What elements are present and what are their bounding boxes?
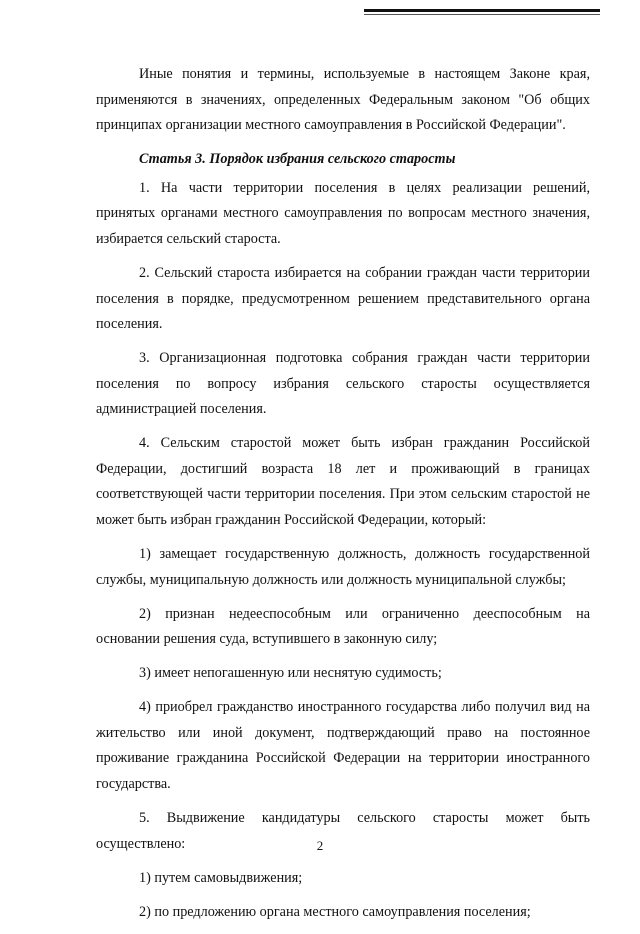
document-body [96,62,590,934]
header-rule [364,9,600,12]
list-item-2: 2) признан недееспособным или ограниченно дееспособным на основании решения суда, вступившего в законную силу; [96,605,590,648]
paragraph-3: 3. Организационная подготовка собрания граждан части территории поселения по вопросу избрания сельского старосты осуществляется администрацией поселения. [96,350,590,418]
list-item-4: 4) приобрел гражданство иностранного государства либо получил вид на жительство или иной документ, подтверждающий право на постоянное проживание гражданина Российской Федерации на территории иностранного государства. [96,699,590,792]
paragraph-5: 5. Выдвижение кандидатуры сельского старосты может быть осуществлено: [96,809,590,852]
list-item-1: 1) замещает государственную должность, должность государственной службы, муниципальную должность или должность муниципальной службы; [96,546,590,588]
page-number: 2 [316,838,324,853]
nomination-item-1: 1) путем самовыдвижения; [139,869,303,886]
paragraph-1: 1. На части территории поселения в целях реализации решений, принятых органами местного самоуправления по вопросам местного значения, избирается сельский староста. [96,179,590,247]
article-heading: Статья 3. Порядок избрания сельского старосты [139,151,456,168]
paragraph-2: 2. Сельский староста избирается на собрании граждан части территории поселения в порядке, предусмотренном решением представительного органа поселения. [96,264,590,333]
paragraph-4: 4. Сельским старостой может быть избран гражданин Российской Федерации, достигший возраста 18 лет и проживающий в границах соответствующей части территории поселения. При этом сельским старостой не может быть избран гражданин Российской Федерации, который: [96,435,590,529]
list-item-3: 3) имеет непогашенную или неснятую судимость; [139,665,442,682]
header-rule-thin [364,14,600,15]
nomination-item-2: 2) по предложению органа местного самоуправления поселения; [139,903,531,920]
intro-paragraph: Иные понятия и термины, используемые в настоящем Законе края, применяются в значениях, определенных Федеральным законом "Об общих принципах организации местного самоуправления в Российской Федерации". [96,66,590,134]
